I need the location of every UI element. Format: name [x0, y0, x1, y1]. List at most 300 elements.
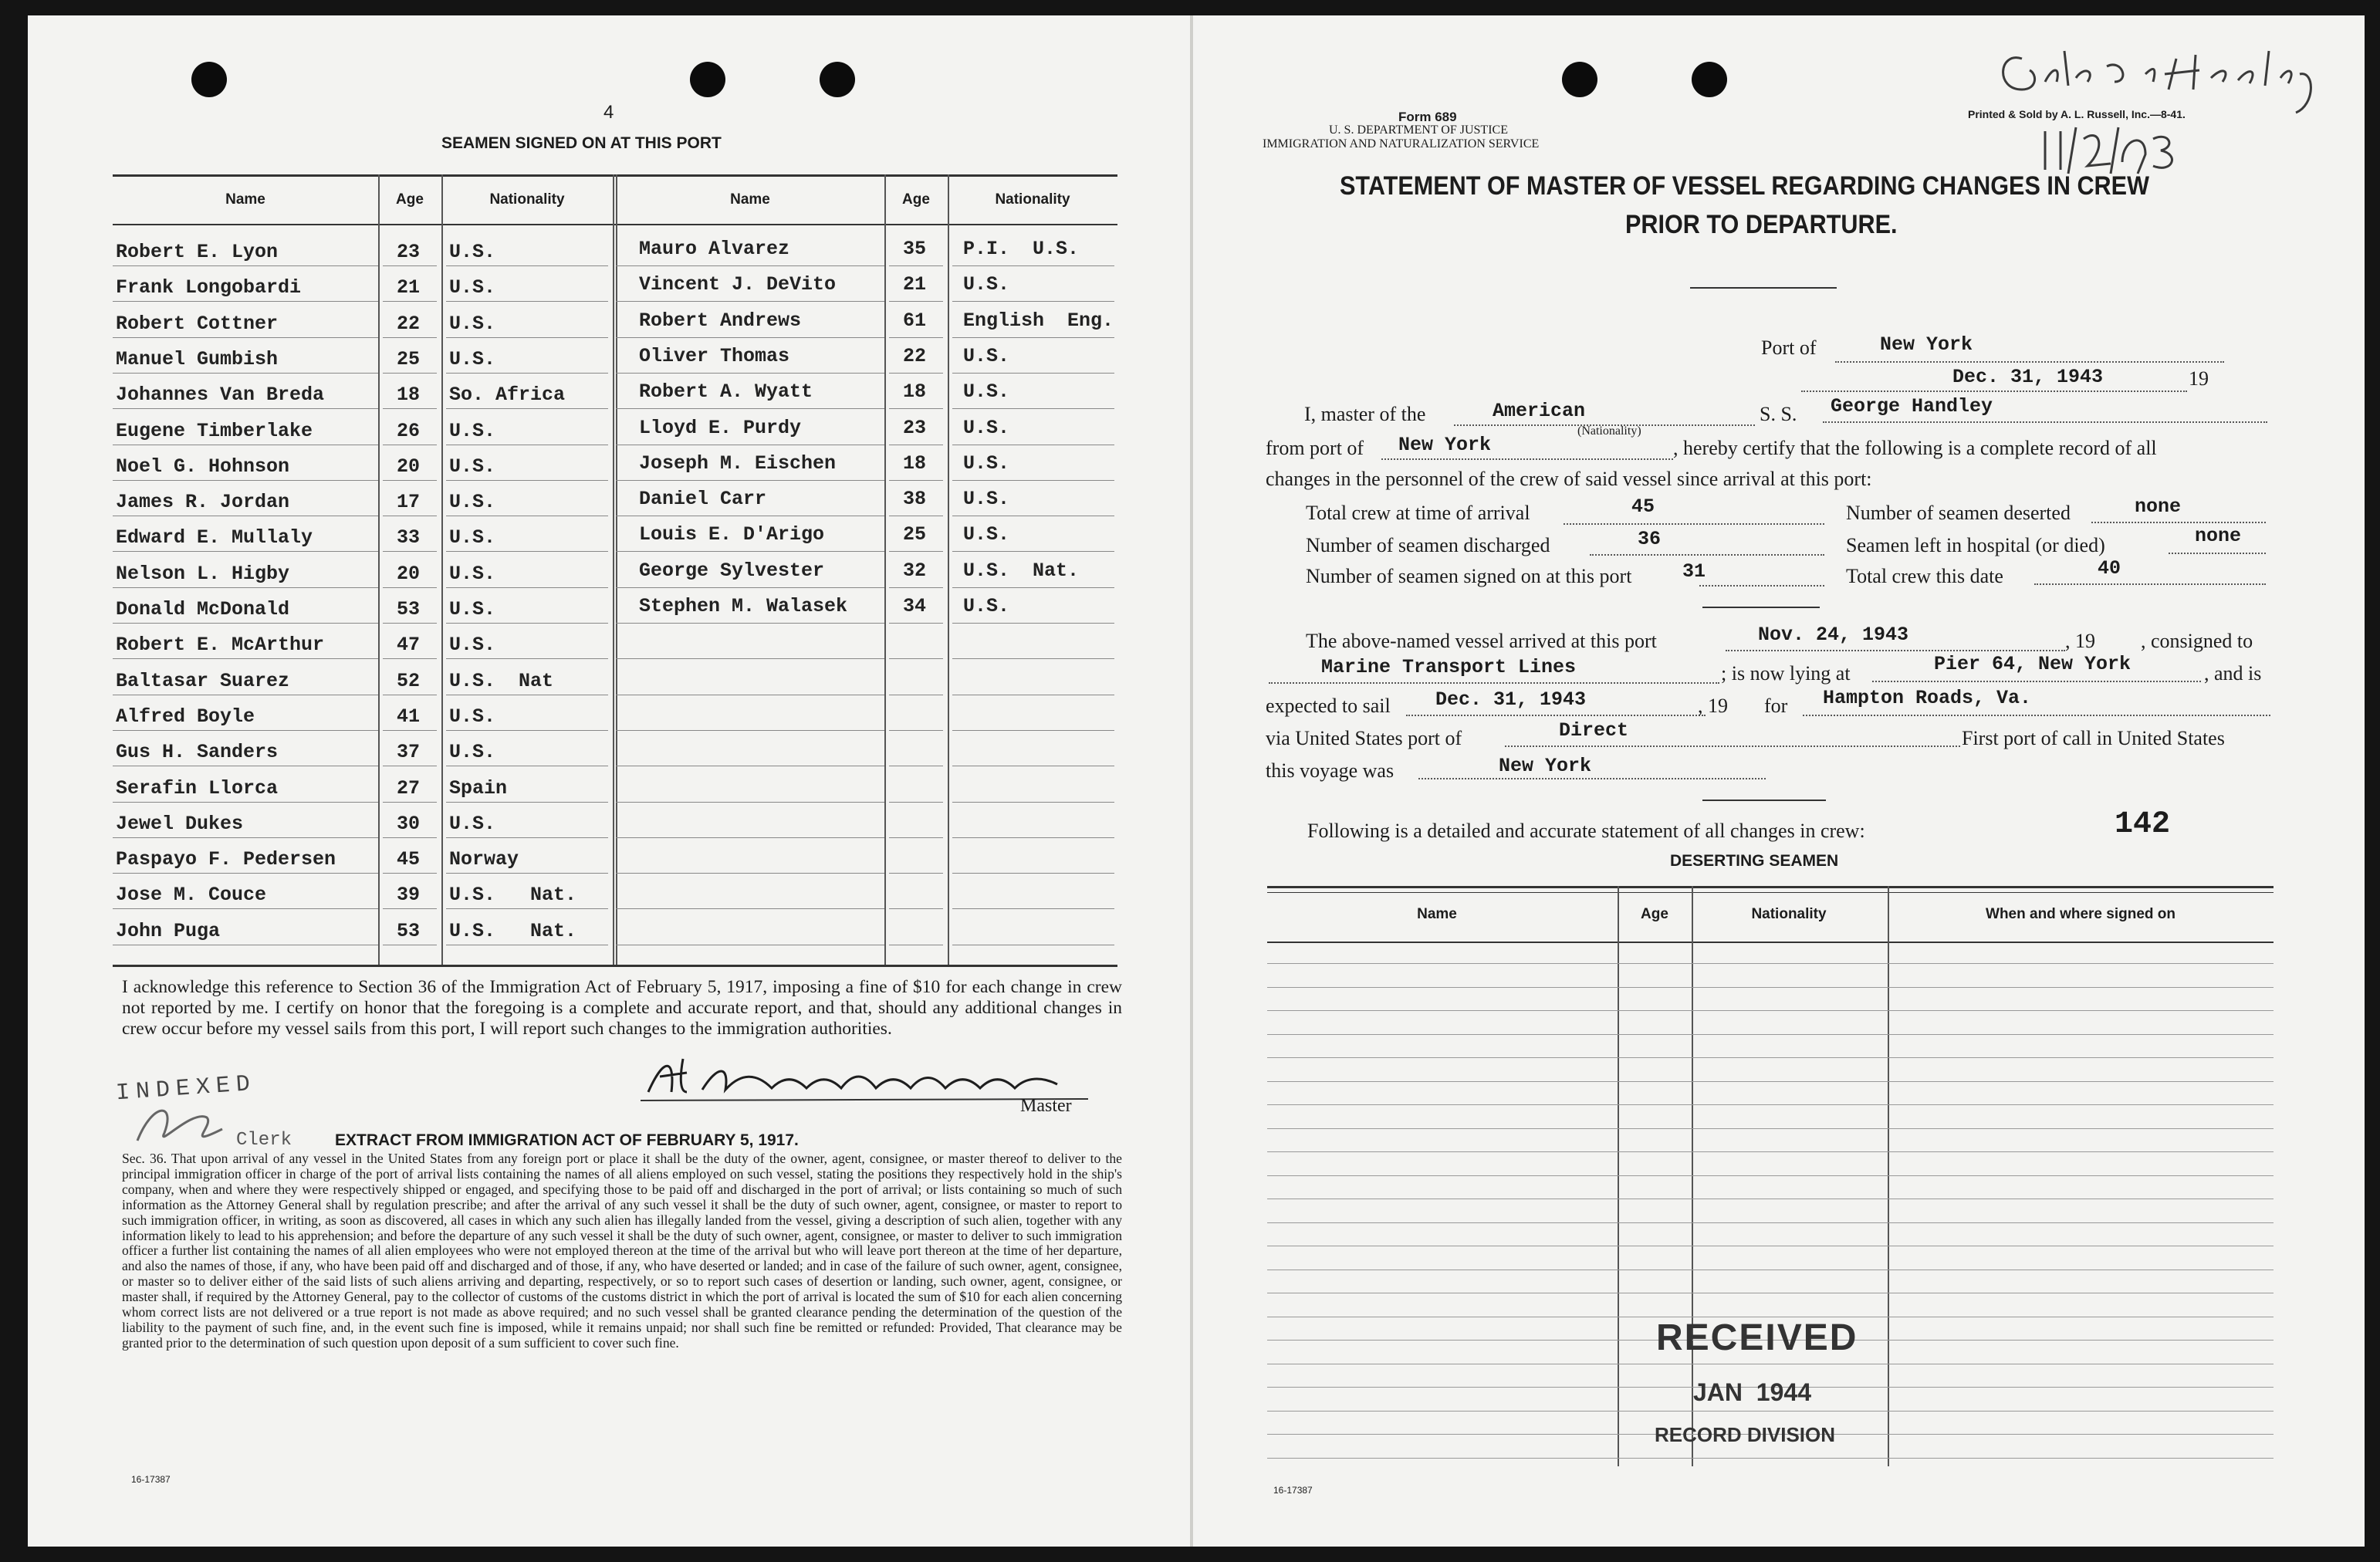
row-rule — [616, 265, 884, 266]
column-header: Age — [902, 191, 930, 208]
for-label: for — [1764, 695, 1788, 717]
row-rule — [952, 408, 1114, 409]
seaman-name: Joseph M. Eischen — [639, 452, 837, 475]
row-rule — [1267, 1104, 2274, 1105]
seaman-age: 18 — [397, 384, 421, 406]
punch-hole — [1562, 62, 1597, 97]
seaman-age: 22 — [903, 345, 927, 367]
seaman-name: Louis E. D'Arigo — [639, 523, 825, 546]
seaman-nationality: U.S. — [449, 348, 496, 370]
seaman-age: 18 — [903, 380, 927, 403]
seaman-nationality: U.S. — [963, 345, 1010, 367]
table-rule — [1267, 942, 2274, 943]
row-rule — [113, 551, 378, 552]
nationality-caption: (Nationality) — [1577, 424, 1641, 438]
first-port-value: New York — [1499, 755, 1592, 777]
port-of-value: New York — [1880, 333, 1973, 356]
seaman-name: George Sylvester — [639, 560, 825, 582]
via-value: Direct — [1559, 719, 1629, 742]
statement-title-line2: PRIOR TO DEPARTURE. — [1625, 210, 1898, 239]
row-rule — [952, 837, 1114, 838]
seaman-age: 25 — [397, 348, 421, 370]
expected-label: expected to sail — [1266, 695, 1391, 717]
and-is-label: , and is — [2204, 662, 2262, 685]
seaman-nationality: U.S. — [449, 420, 496, 442]
seaman-age: 32 — [903, 560, 927, 582]
punch-hole — [191, 62, 227, 97]
seaman-name: Frank Longobardi — [116, 276, 302, 299]
row-rule — [446, 837, 608, 838]
seaman-nationality: U.S. — [449, 598, 496, 620]
discharged-value: 36 — [1638, 528, 1662, 550]
row-rule — [1267, 1057, 2274, 1058]
underline — [1803, 715, 2270, 716]
row-rule — [383, 301, 437, 302]
row-rule — [952, 658, 1114, 659]
row-rule — [446, 730, 608, 731]
row-rule — [952, 373, 1114, 374]
seaman-name: Robert A. Wyatt — [639, 380, 813, 403]
seaman-age: 17 — [397, 491, 421, 513]
seaman-nationality: U.S. — [449, 634, 496, 656]
divider — [1690, 287, 1837, 289]
lying-at-label: ; is now lying at — [1721, 662, 1851, 685]
row-rule — [113, 337, 378, 338]
seaman-name: Eugene Timberlake — [116, 420, 313, 442]
seaman-nationality: U.S. — [449, 276, 496, 299]
column-header: Name — [730, 191, 770, 208]
row-rule — [383, 658, 437, 659]
master-of-label: I, master of the — [1304, 403, 1426, 425]
row-rule — [383, 337, 437, 338]
destination-value: Hampton Roads, Va. — [1823, 687, 2032, 709]
consignee-value: Marine Transport Lines — [1321, 656, 1577, 678]
received-date: JAN 1944 — [1693, 1378, 1811, 1406]
row-rule — [113, 873, 378, 874]
row-rule — [446, 623, 608, 624]
row-rule — [446, 802, 608, 803]
row-rule — [383, 802, 437, 803]
expected-value: Dec. 31, 1943 — [1435, 688, 1587, 711]
seaman-name: James R. Jordan — [116, 491, 290, 513]
seaman-name: Nelson L. Higby — [116, 563, 290, 585]
service-name: IMMIGRATION AND NATURALIZATION SERVICE — [1263, 137, 1540, 150]
column-header: Nationality — [489, 191, 565, 208]
row-rule — [113, 265, 378, 266]
row-rule — [1267, 1222, 2274, 1223]
seaman-age: 30 — [397, 813, 421, 835]
clerk-label: Clerk — [236, 1130, 292, 1151]
underline — [1564, 523, 1824, 525]
row-rule — [616, 837, 884, 838]
row-rule — [383, 408, 437, 409]
form-number: Form 689 — [1398, 110, 1457, 124]
row-rule — [616, 873, 884, 874]
row-rule — [1267, 1151, 2274, 1152]
row-rule — [1267, 987, 2274, 988]
row-rule — [952, 730, 1114, 731]
seaman-nationality: U.S. — [449, 741, 496, 763]
column-header: When and where signed on — [1986, 906, 2175, 922]
seaman-age: 18 — [903, 452, 927, 475]
seaman-name: Robert Cottner — [116, 313, 279, 335]
row-rule — [446, 337, 608, 338]
deserted-value: none — [2135, 495, 2182, 518]
row-rule — [889, 373, 943, 374]
seaman-name: Serafin Llorca — [116, 777, 279, 800]
seaman-age: 47 — [397, 634, 421, 656]
underline — [1418, 778, 1766, 779]
seaman-name: Daniel Carr — [639, 488, 767, 510]
row-rule — [889, 408, 943, 409]
table-rule — [113, 174, 1117, 177]
seaman-nationality: Spain — [449, 777, 508, 800]
vessel-name: George Handley — [1831, 395, 1993, 418]
underline — [1590, 554, 1824, 556]
row-rule — [616, 623, 884, 624]
seaman-nationality: U.S. — [963, 380, 1010, 403]
row-rule — [1267, 1081, 2274, 1082]
clerk-initials — [122, 1094, 245, 1156]
seaman-age: 39 — [397, 884, 421, 906]
seaman-nationality: U.S. Nat. — [449, 920, 577, 942]
seaman-age: 25 — [903, 523, 927, 546]
nationality-value: American — [1493, 400, 1586, 422]
seaman-age: 53 — [397, 598, 421, 620]
underline — [1726, 650, 2065, 651]
seaman-name: Manuel Gumbish — [116, 348, 279, 370]
seaman-age: 45 — [397, 848, 421, 871]
certify-text-1: , hereby certify that the following is a complete record of all — [1673, 437, 2157, 459]
row-rule — [1267, 1128, 2274, 1129]
row-rule — [616, 802, 884, 803]
seaman-nationality: U.S. — [963, 452, 1010, 475]
punch-hole — [690, 62, 725, 97]
seaman-nationality: U.S. — [963, 417, 1010, 439]
seaman-age: 26 — [397, 420, 421, 442]
signed-on-value: 31 — [1682, 560, 1706, 583]
punch-hole — [1692, 62, 1727, 97]
page-number: 4 — [603, 102, 614, 123]
page-fold — [1190, 15, 1193, 1547]
deserted-label: Number of seamen deserted — [1846, 502, 2071, 524]
seaman-nationality: U.S. — [449, 241, 496, 263]
seaman-name: Baltasar Suarez — [116, 670, 290, 692]
seaman-age: 33 — [397, 526, 421, 549]
seaman-age: 21 — [397, 276, 421, 299]
seaman-name: Robert E. Lyon — [116, 241, 279, 263]
row-rule — [113, 587, 378, 588]
row-rule — [1267, 963, 2274, 964]
seaman-name: Johannes Van Breda — [116, 384, 325, 406]
row-rule — [383, 730, 437, 731]
column-rule — [616, 174, 617, 965]
seaman-name: Gus H. Sanders — [116, 741, 279, 763]
lying-at-value: Pier 64, New York — [1934, 653, 2132, 675]
master-label: Master — [1020, 1096, 1072, 1116]
divider — [1702, 607, 1820, 608]
row-rule — [952, 873, 1114, 874]
row-rule — [616, 408, 884, 409]
row-rule — [889, 301, 943, 302]
seaman-age: 20 — [397, 563, 421, 585]
arrived-value: Nov. 24, 1943 — [1758, 624, 1909, 646]
port-of-label: Port of — [1761, 336, 1817, 359]
row-rule — [113, 658, 378, 659]
row-rule — [446, 908, 608, 909]
row-rule — [1267, 1458, 2274, 1459]
table-rule — [1267, 886, 2274, 888]
seaman-nationality: U.S. — [449, 455, 496, 478]
row-rule — [1267, 1175, 2274, 1176]
row-rule — [616, 551, 884, 552]
row-rule — [446, 658, 608, 659]
row-rule — [616, 587, 884, 588]
record-division: RECORD DIVISION — [1655, 1423, 1836, 1446]
row-rule — [446, 873, 608, 874]
row-rule — [952, 802, 1114, 803]
hospital-label: Seamen left in hospital (or died) — [1846, 534, 2105, 556]
underline — [2169, 553, 2266, 554]
seaman-nationality: U.S. — [449, 813, 496, 835]
seaman-age: 53 — [397, 920, 421, 942]
row-rule — [113, 837, 378, 838]
row-rule — [446, 301, 608, 302]
seaman-nationality: U.S. — [963, 488, 1010, 510]
handwritten-date — [2037, 116, 2269, 178]
seaman-age: 35 — [903, 238, 927, 260]
received-stamp: RECEIVED — [1656, 1317, 1858, 1358]
seaman-nationality: U.S. — [449, 313, 496, 335]
ss-label: S. S. — [1760, 403, 1797, 425]
seaman-nationality: English Eng. — [963, 309, 1114, 332]
seaman-age: 23 — [903, 417, 927, 439]
seaman-age: 27 — [397, 777, 421, 800]
seaman-name: Donald McDonald — [116, 598, 290, 620]
seaman-nationality: U.S. — [449, 705, 496, 728]
row-rule — [889, 587, 943, 588]
seaman-age: 34 — [903, 595, 927, 617]
table-rule — [1267, 892, 2274, 893]
row-rule — [889, 658, 943, 659]
row-rule — [113, 908, 378, 909]
signed-on-label: Number of seamen signed on at this port — [1306, 565, 1632, 587]
row-rule — [383, 908, 437, 909]
row-rule — [952, 551, 1114, 552]
row-rule — [1267, 1411, 2274, 1412]
seaman-name: Edward E. Mullaly — [116, 526, 313, 549]
seaman-nationality: U.S. — [963, 523, 1010, 546]
underline — [1381, 458, 1673, 460]
underline — [2091, 522, 2266, 523]
column-header: Name — [225, 191, 265, 208]
row-rule — [446, 480, 608, 481]
row-rule — [952, 301, 1114, 302]
via-label: via United States port of — [1266, 727, 1462, 749]
seaman-age: 21 — [903, 273, 927, 296]
row-rule — [952, 337, 1114, 338]
expected-suffix: , 19 — [1698, 695, 1728, 717]
row-rule — [113, 373, 378, 374]
row-rule — [1267, 1034, 2274, 1035]
seaman-nationality: U.S. Nat. — [449, 884, 577, 906]
extract-text: Sec. 36. That upon arrival of any vessel in the United States from any foreign port or place it shall be the duty of the owner, agent, consignee, or master thereof to deliver to the principal immigration officer in charge of the port of arrival lists containing the names of all aliens employed on such vessel, stating the positions they respectively hold in the ship's company, when and where they were respectively shipped or engaged, and specifying those to be paid off and discharged in the port of arrival; or lists containing so much of such information as the Attorney General shall by regulation prescribe; and after the arrival of any such vessel it shall be the duty of such owner, agent, consignee, or master to report to such immigration officer, in writing, as soon as discovered, all cases in which any such alien has illegally landed from the vessel, giving a description of such alien, together with any information likely to lead to his apprehension; and before the departure of any such vessel it shall be the duty of such owner, agent, consignee, or master to deliver to such immigration officer a further list containing the names of all alien employees who were not employed thereon at the time of the arrival but who will leave port thereon at the time of her departure, and also the names of those, if any, who have been paid off and discharged and of those, if any, who have deserted or landed; and in case of the failure of such owner, agent, consignee, or master so to deliver either of the said lists of such aliens arriving and departing, respectively, or so to report such cases of desertion or landing, such owner, agent, consignee, or master shall, if required by the Attorney General, pay to the collector of customs of the customs district in which the port of arrival is located the sum of $10 for each alien concerning whom correct lists are not delivered or a true report is not made as above required; and no such vessel shall be granted clearance pending the determination of the question of the liability to the payment of such fine, and, in the event such fine is imposed, while it remains unpaid; nor shall such fine be remitted or refunded: Provided, That clearance may be granted prior to the determination of such question upon deposit of a sum sufficient to cover such fine. — [122, 1151, 1122, 1351]
divider — [1702, 800, 1826, 801]
sheet-number: 142 — [2115, 807, 2171, 842]
row-rule — [383, 623, 437, 624]
row-rule — [383, 551, 437, 552]
row-rule — [889, 802, 943, 803]
acknowledgment-text: I acknowledge this reference to Section 36 of the Immigration Act of February 5, 1917, imposing a fine of $10 for each change in crew not reported by me. I certify on honor that the foregoing is a complete and accurate report, and that, should any additional changes in crew occur before my vessel sails from this port, I will report such changes to the immigration authorities. — [122, 977, 1122, 1039]
seaman-nationality: U.S. — [963, 595, 1010, 617]
row-rule — [889, 480, 943, 481]
seaman-name: Noel G. Hohnson — [116, 455, 290, 478]
row-rule — [446, 408, 608, 409]
seaman-name: Robert Andrews — [639, 309, 802, 332]
row-rule — [616, 730, 884, 731]
seaman-age: 20 — [397, 455, 421, 478]
underline — [1505, 746, 1960, 747]
row-rule — [889, 265, 943, 266]
this-voyage-label: this voyage was — [1266, 759, 1395, 782]
seaman-name: Stephen M. Walasek — [639, 595, 848, 617]
underline — [1406, 715, 1706, 716]
row-rule — [616, 373, 884, 374]
underline — [1823, 421, 2267, 423]
underline — [2034, 583, 2266, 585]
table-rule — [113, 224, 1117, 225]
row-rule — [889, 551, 943, 552]
from-port-value: New York — [1398, 434, 1492, 456]
row-rule — [446, 373, 608, 374]
punch-hole — [820, 62, 855, 97]
column-rule — [378, 174, 380, 965]
column-rule — [613, 174, 614, 965]
seaman-age: 52 — [397, 670, 421, 692]
column-header: Nationality — [1751, 906, 1827, 922]
row-rule — [113, 802, 378, 803]
seaman-name: Jewel Dukes — [116, 813, 244, 835]
row-rule — [616, 908, 884, 909]
form-code-left: 16-17387 — [131, 1474, 171, 1485]
column-rule — [884, 174, 886, 965]
row-rule — [113, 408, 378, 409]
indexed-stamp: INDEXED — [115, 1070, 257, 1107]
column-header: Nationality — [995, 191, 1070, 208]
row-rule — [952, 623, 1114, 624]
column-rule — [948, 174, 949, 965]
row-rule — [383, 480, 437, 481]
column-rule — [1888, 886, 1889, 1466]
total-crew-arrival-value: 45 — [1631, 495, 1655, 518]
date-suffix: 19 — [2189, 367, 2209, 390]
hospital-value: none — [2195, 525, 2242, 547]
seaman-age: 41 — [397, 705, 421, 728]
underline — [1835, 361, 2224, 363]
total-crew-date-label: Total crew this date — [1846, 565, 2003, 587]
seaman-name: Lloyd E. Purdy — [639, 417, 802, 439]
underline — [1269, 682, 1719, 684]
seaman-nationality: So. Africa — [449, 384, 566, 406]
underline — [1699, 585, 1824, 587]
from-port-label: from port of — [1266, 437, 1364, 459]
row-rule — [446, 551, 608, 552]
seaman-nationality: U.S. — [449, 563, 496, 585]
seaman-name: John Puga — [116, 920, 221, 942]
signed-on-heading: SEAMEN SIGNED ON AT THIS PORT — [441, 134, 722, 152]
seaman-nationality: P.I. U.S. — [963, 238, 1080, 260]
seaman-name: Paspayo F. Pedersen — [116, 848, 336, 871]
arrived-label: The above-named vessel arrived at this port — [1306, 630, 1657, 652]
seaman-nationality: U.S. — [449, 491, 496, 513]
handwritten-vessel-name — [1991, 36, 2331, 120]
row-rule — [113, 730, 378, 731]
seaman-nationality: Norway — [449, 848, 519, 871]
discharged-label: Number of seamen discharged — [1306, 534, 1550, 556]
row-rule — [889, 337, 943, 338]
column-rule — [1618, 886, 1619, 1466]
seaman-age: 37 — [397, 741, 421, 763]
first-port-label: First port of call in United States — [1962, 727, 2225, 749]
seaman-age: 61 — [903, 309, 927, 332]
row-rule — [383, 837, 437, 838]
row-rule — [889, 730, 943, 731]
row-rule — [889, 873, 943, 874]
table-rule — [113, 965, 1117, 967]
consigned-label: , consigned to — [2141, 630, 2253, 652]
seaman-name: Oliver Thomas — [639, 345, 790, 367]
seaman-name: Vincent J. DeVito — [639, 273, 837, 296]
seaman-age: 38 — [903, 488, 927, 510]
row-rule — [383, 265, 437, 266]
row-rule — [616, 480, 884, 481]
row-rule — [616, 301, 884, 302]
column-header: Name — [1417, 906, 1457, 922]
certify-text-2: changes in the personnel of the crew of said vessel since arrival at this port: — [1266, 468, 1872, 490]
row-rule — [113, 301, 378, 302]
row-rule — [889, 623, 943, 624]
row-rule — [383, 373, 437, 374]
row-rule — [952, 908, 1114, 909]
column-header: Age — [396, 191, 424, 208]
seaman-age: 23 — [397, 241, 421, 263]
seaman-nationality: U.S. — [963, 273, 1010, 296]
deserting-heading: DESERTING SEAMEN — [1670, 852, 1839, 870]
statement-date: Dec. 31, 1943 — [1952, 366, 2104, 388]
seaman-name: Robert E. McArthur — [116, 634, 325, 656]
row-rule — [383, 587, 437, 588]
seaman-name: Alfred Boyle — [116, 705, 255, 728]
seaman-nationality: U.S. Nat — [449, 670, 554, 692]
row-rule — [113, 623, 378, 624]
row-rule — [889, 837, 943, 838]
row-rule — [446, 587, 608, 588]
row-rule — [952, 265, 1114, 266]
seaman-age: 22 — [397, 313, 421, 335]
department-name: U. S. DEPARTMENT OF JUSTICE — [1329, 123, 1508, 137]
row-rule — [616, 658, 884, 659]
total-crew-arrival-label: Total crew at time of arrival — [1306, 502, 1530, 524]
row-rule — [383, 873, 437, 874]
column-rule — [441, 174, 443, 965]
seaman-name: Mauro Alvarez — [639, 238, 790, 260]
row-rule — [952, 587, 1114, 588]
statement-title-line1: STATEMENT OF MASTER OF VESSEL REGARDING CHANGES IN CREW — [1340, 171, 2149, 201]
row-rule — [616, 337, 884, 338]
row-rule — [113, 480, 378, 481]
following-text: Following is a detailed and accurate statement of all changes in crew: — [1307, 820, 1865, 842]
column-header: Age — [1641, 906, 1668, 922]
